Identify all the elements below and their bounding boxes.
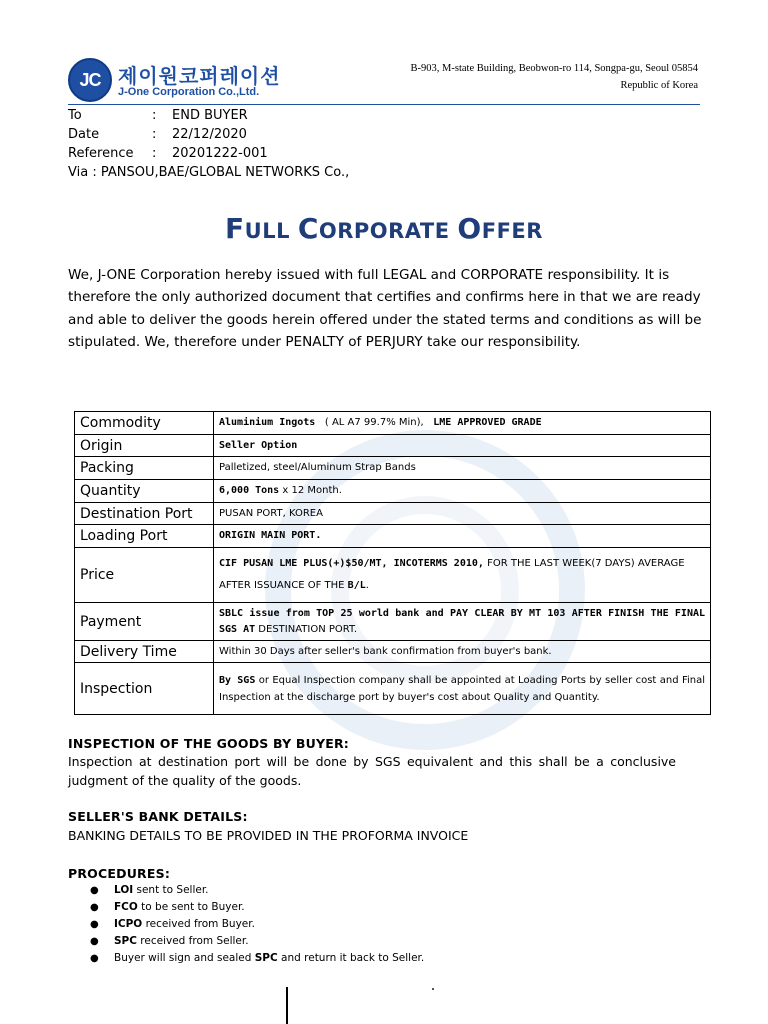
date-value: 22/12/2020: [172, 127, 247, 142]
price-end: .: [365, 580, 369, 591]
procedure-key: ICPO: [114, 918, 143, 930]
price-value: [214, 548, 711, 603]
delivery-time-value: Within 30 Days after seller's bank confirmation from buyer's bank.: [214, 641, 711, 663]
table-row: [75, 525, 711, 548]
procedures-title: PROCEDURES:: [68, 866, 171, 881]
procedure-key: LOI: [114, 884, 134, 896]
commodity-value: [214, 412, 711, 435]
payment-destination: DESTINATION PORT.: [255, 623, 358, 635]
table-row: [75, 457, 711, 480]
to-value: END BUYER: [172, 108, 248, 123]
via-row: Via : PANSOU,BAE/GLOBAL NETWORKS Co.,: [68, 165, 350, 180]
company-name-english: J-One Corporation Co.,Ltd.: [118, 86, 260, 98]
destination-port-label: Destination Port: [75, 503, 214, 525]
table-row: [75, 641, 711, 663]
procedure-key: SPC: [114, 935, 137, 947]
company-address: [411, 60, 698, 94]
packing-value: Palletized, steel/Aluminum Strap Bands: [214, 457, 711, 480]
to-label: To: [68, 108, 82, 123]
logo-mark: JC: [68, 58, 112, 102]
procedure-text: to be sent to Buyer.: [137, 901, 245, 913]
separator: :: [152, 108, 157, 123]
origin-value: Seller Option: [214, 435, 711, 457]
list-item: [90, 933, 424, 950]
packing-label: Packing: [75, 457, 214, 480]
bank-details-text: BANKING DETAILS TO BE PROVIDED IN THE PROFORMA INVOICE: [68, 828, 469, 843]
procedure-text: received from Seller.: [136, 935, 249, 947]
commodity-approval: LME APPROVED GRADE: [433, 417, 542, 428]
page-mark: [432, 988, 434, 990]
intro-paragraph: We, J-ONE Corporation hereby issued with full LEGAL and CORPORATE responsibility. It is therefore the only authorized document that certifies and confirms here in that we are ready and able to deliver the goods herein offered under the stated terms and conditions as will be stipulated. We, therefore under PENALTY of PERJURY take our responsibility.: [68, 267, 702, 350]
commodity-label: Commodity: [75, 412, 214, 435]
table-row: [75, 663, 711, 715]
origin-label: Origin: [75, 435, 214, 457]
company-name-korean: 제이원코퍼레이션: [118, 64, 281, 88]
offer-spec-table: [74, 411, 711, 715]
inspection-terms: or Equal Inspection company shall be appointed at Loading Ports by seller cost and Final Inspection at the discharge port by buyer's cost about Quality and Quantity.: [219, 674, 705, 703]
quantity-value: [214, 480, 711, 503]
price-terms: CIF PUSAN LME PLUS(+)$50/MT, INCOTERMS 2010,: [219, 558, 484, 569]
reference-value: 20201222-001: [172, 146, 268, 161]
recipient-block: [68, 106, 349, 182]
list-item: [90, 950, 424, 967]
table-row: [75, 603, 711, 641]
list-item: [90, 899, 424, 916]
table-row: [75, 480, 711, 503]
table-row: [75, 435, 711, 457]
list-item: [90, 882, 424, 899]
date-label: Date: [68, 127, 100, 142]
address-line-1: B-903, M-state Building, Beobwon-ro 114, Songpa-gu, Seoul 05854: [410, 63, 698, 74]
quantity-label: Quantity: [75, 480, 214, 503]
title-initial: F: [225, 212, 245, 245]
price-bl: B/L: [347, 580, 366, 591]
title-initial: O: [457, 212, 482, 245]
reference-label: Reference: [68, 146, 134, 161]
table-row: [75, 412, 711, 435]
signature-line-mark: [286, 987, 288, 1024]
procedure-key: SPC: [254, 952, 278, 964]
table-row: [75, 503, 711, 525]
list-item: [90, 916, 424, 933]
company-logo: [68, 58, 288, 104]
price-period: FOR THE LAST WEEK(7 DAYS) AVERAGE AFTER ISSUANCE OF THE: [219, 558, 685, 591]
procedure-text: received from Buyer.: [142, 918, 255, 930]
commodity-name: Aluminium Ingots: [219, 417, 316, 428]
quantity-amount: 6,000 Tons: [219, 485, 280, 496]
quantity-period: x 12 Month.: [279, 485, 342, 496]
address-line-2: Republic of Korea: [620, 80, 698, 91]
inspection-label: Inspection: [75, 663, 214, 715]
payment-terms: SBLC issue from TOP 25 world bank and PAY CLEAR BY MT 103 AFTER FINISH THE FINAL SGS AT: [219, 607, 705, 635]
procedure-text: and return it back to Seller.: [277, 952, 425, 964]
to-row: [68, 106, 349, 125]
title-word: ORPORATE: [318, 219, 450, 243]
procedures-list: [90, 882, 424, 967]
reference-row: [68, 144, 349, 163]
title-word: FFER: [481, 219, 543, 243]
header-divider: [68, 104, 700, 105]
delivery-time-label: Delivery Time: [75, 641, 214, 663]
inspection-agency: By SGS: [219, 674, 256, 686]
price-label: Price: [75, 548, 214, 603]
loading-port-label: Loading Port: [75, 525, 214, 548]
payment-label: Payment: [75, 603, 214, 641]
procedure-text: Buyer will sign and sealed: [114, 952, 255, 964]
separator: :: [152, 146, 157, 161]
separator: :: [152, 127, 157, 142]
payment-value: [214, 603, 711, 641]
date-row: [68, 125, 349, 144]
commodity-grade: ( AL A7 99.7% Min),: [324, 417, 424, 428]
procedure-key: FCO: [114, 901, 138, 913]
buyer-inspection-title: INSPECTION OF THE GOODS BY BUYER:: [68, 736, 349, 751]
loading-port-value: ORIGIN MAIN PORT.: [214, 525, 711, 548]
buyer-inspection-text: Inspection at destination port will be done by SGS equivalent and this shall be a conclusive judgment of the quality of the goods.: [68, 754, 676, 788]
title-word: ULL: [244, 219, 290, 243]
inspection-value: [214, 663, 711, 715]
bank-details-title: SELLER'S BANK DETAILS:: [68, 809, 248, 824]
procedure-text: sent to Seller.: [133, 884, 209, 896]
table-row: [75, 548, 711, 603]
title-initial: C: [297, 212, 319, 245]
document-title: [0, 212, 768, 245]
destination-port-value: PUSAN PORT, KOREA: [214, 503, 711, 525]
